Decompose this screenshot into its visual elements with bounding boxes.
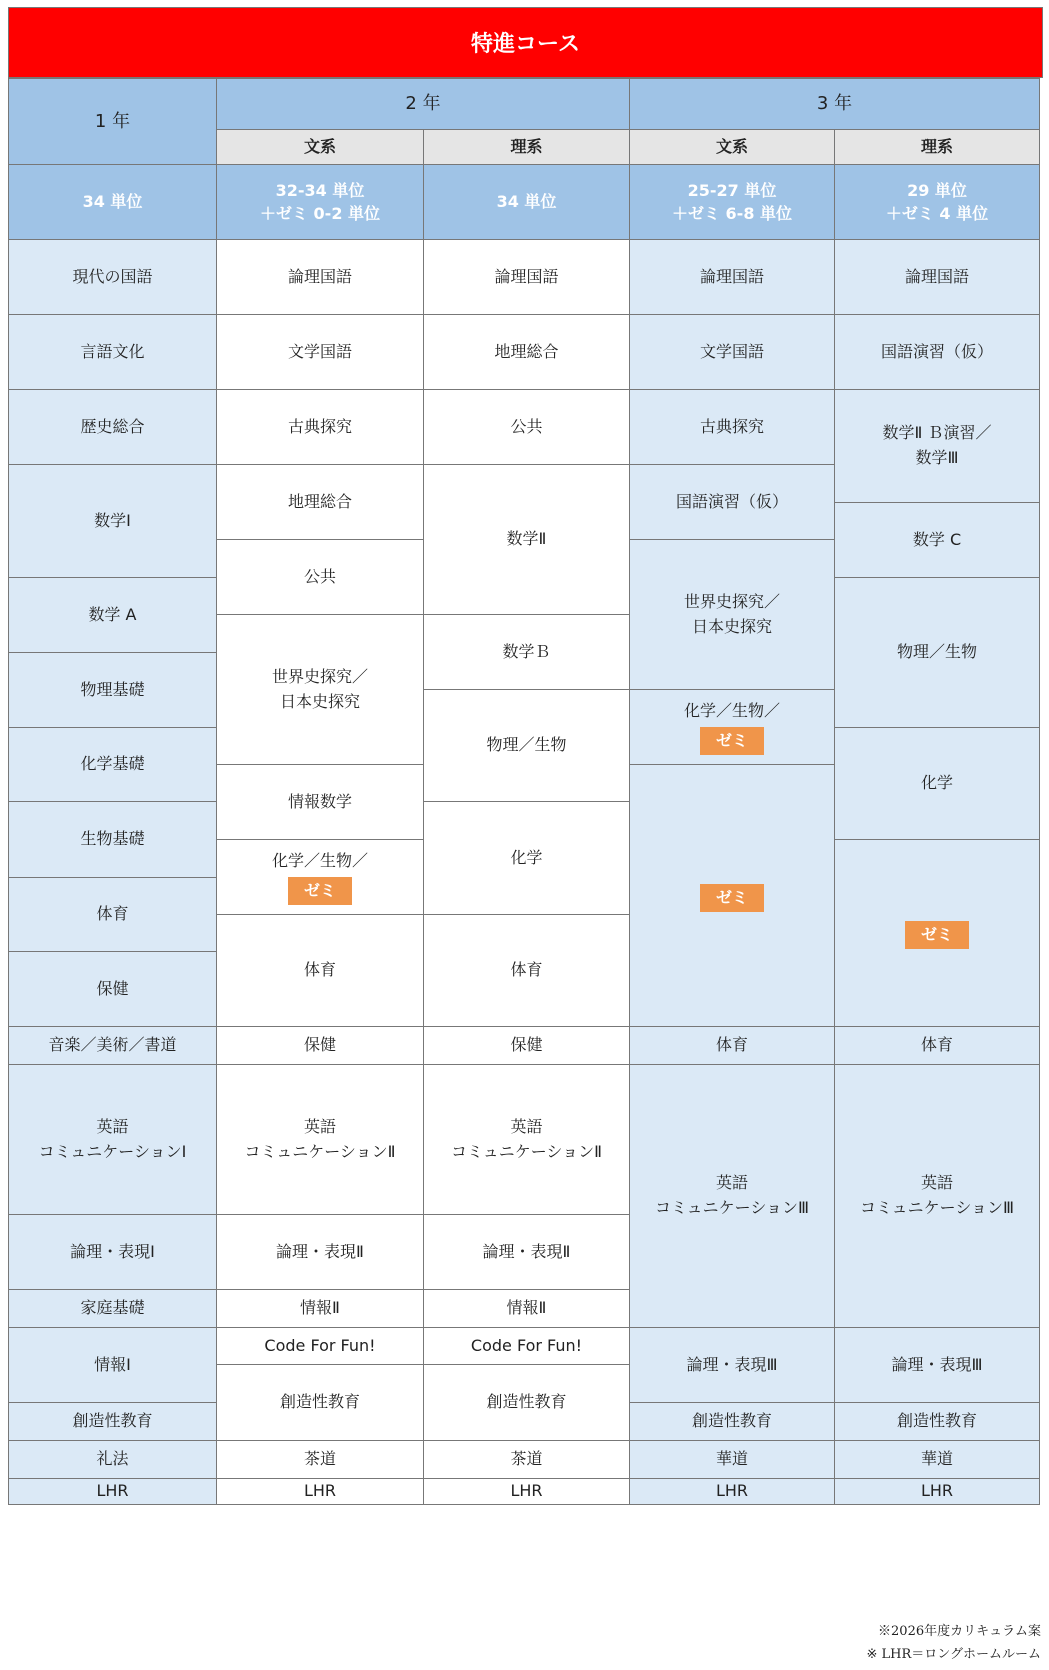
y3r-zemi (835, 840, 1040, 1027)
cell-text: 英語 コミュニケーションⅢ (859, 1173, 1015, 1217)
cell-text: 創造性教育 (691, 1411, 772, 1431)
cell-text: 化学基礎 (80, 754, 145, 774)
y2r-subject (424, 690, 630, 802)
cell-text: 34 単位 (82, 192, 143, 212)
y3b-subject (630, 1479, 835, 1505)
zemi-badge: ゼミ (700, 727, 764, 755)
header-year1 (9, 79, 217, 165)
y3b-subject (630, 465, 835, 540)
units-y3-rikei (835, 165, 1040, 240)
cell-text: 文系 (303, 136, 336, 156)
cell-text: 数学Ⅰ (94, 510, 131, 530)
cell-text: 論理・表現Ⅱ (276, 1241, 364, 1261)
cell-text: LHR (303, 1481, 337, 1500)
cell-text: 1 年 (94, 110, 131, 132)
y2r-subject (424, 1441, 630, 1479)
y1-subject (9, 1065, 217, 1215)
cell-text: 29 単位 ＋ゼミ 4 単位 (885, 180, 989, 223)
footnote-lhr: ※ LHR＝ロングホームルーム (866, 1647, 1041, 1663)
cell-text: 創造性教育 (279, 1392, 360, 1412)
cell-text: 文学国語 (287, 341, 352, 361)
y1-subject (9, 1441, 217, 1479)
cell-text: 歴史総合 (80, 416, 145, 436)
cell-text: 物理／生物 (896, 642, 977, 662)
cell-text: 古典探究 (287, 416, 352, 436)
y2b-subject (217, 465, 424, 540)
y3r-subject (835, 390, 1040, 503)
cell-text: 化学／生物／ (271, 850, 368, 870)
y2b-subject (217, 615, 424, 765)
cell-text: 世界史探究／ 日本史探究 (271, 666, 368, 711)
y3b-subject (630, 690, 835, 765)
cell-text: 創造性教育 (486, 1392, 567, 1412)
cell-text: 国語演習（仮） (880, 341, 993, 361)
y1-subject (9, 1027, 217, 1065)
cell-text: Code For Fun! (264, 1335, 376, 1355)
cell-text: 物理基礎 (80, 679, 145, 699)
cell-text: 現代の国語 (72, 266, 153, 286)
y1-subject (9, 952, 217, 1027)
cell-text: 華道 (920, 1449, 953, 1469)
y3b-zemi (630, 765, 835, 1027)
cell-text: 数学 C (912, 529, 962, 549)
cell-text: 数学Ⅱ Ｂ演習／ 数学Ⅲ (882, 423, 992, 467)
header-year3 (630, 79, 1040, 130)
cell-text: 論理・表現Ⅰ (70, 1241, 155, 1261)
cell-text: LHR (96, 1481, 129, 1500)
cell-text: 化学 (920, 773, 953, 793)
zemi-badge: ゼミ (700, 884, 764, 912)
cell-text: 理系 (510, 136, 543, 156)
y3r-subject (835, 1065, 1040, 1328)
cell-text: 礼法 (96, 1449, 129, 1469)
y3r-subject (835, 1027, 1040, 1065)
y2r-subject (424, 615, 630, 690)
cell-text: 茶道 (510, 1449, 543, 1469)
cell-text: 論理国語 (904, 266, 969, 286)
cell-text: 体育 (715, 1035, 748, 1055)
cell-text: 世界史探究／ 日本史探究 (683, 591, 780, 636)
y1-subject (9, 1403, 217, 1441)
y1-subject (9, 653, 217, 728)
cell-text: 論理国語 (287, 266, 352, 286)
cell-text: 公共 (303, 566, 336, 586)
cell-text: 化学 (510, 847, 543, 867)
y3r-subject (835, 1479, 1040, 1505)
y3r-subject (835, 1328, 1040, 1403)
y1-subject (9, 578, 217, 653)
cell-text: LHR (510, 1481, 543, 1500)
units-y2-rikei (424, 165, 630, 240)
y2b-subject (217, 1328, 424, 1365)
y1-subject (9, 465, 217, 578)
y2b-subject (217, 1290, 424, 1328)
cell-text: 数学 A (88, 604, 137, 624)
cell-text: 25-27 単位 ＋ゼミ 6-8 単位 (671, 180, 793, 223)
cell-text: 英語 コミュニケーションⅠ (38, 1116, 187, 1161)
cell-text: 情報数学 (287, 791, 352, 811)
cell-text: 家庭基礎 (80, 1298, 145, 1318)
y2b-subject (217, 1027, 424, 1065)
cell-text: 体育 (920, 1035, 953, 1055)
y1-subject (9, 1479, 217, 1505)
cell-text: 論理・表現Ⅱ (482, 1241, 571, 1261)
y3b-subject (630, 390, 835, 465)
cell-text: 国語演習（仮） (675, 491, 788, 511)
y3b-subject (630, 540, 835, 690)
cell-text: 創造性教育 (72, 1411, 153, 1431)
units-year1 (9, 165, 217, 240)
zemi-badge: ゼミ (288, 877, 352, 905)
y2b-subject (217, 1441, 424, 1479)
y3r-subject (835, 315, 1040, 390)
y2r-subject (424, 390, 630, 465)
y1-subject (9, 878, 217, 952)
cell-text: 公共 (510, 416, 543, 436)
y2b-subject (217, 1215, 424, 1290)
y3r-subject (835, 503, 1040, 578)
cell-text: 体育 (510, 960, 543, 980)
header-y2-rikei (424, 130, 630, 165)
cell-text: 言語文化 (80, 341, 145, 361)
cell-text: LHR (920, 1481, 954, 1500)
cell-text: 情報Ⅱ (300, 1298, 340, 1318)
cell-text: 華道 (715, 1449, 748, 1469)
y1-subject (9, 315, 217, 390)
cell-text: 文系 (715, 136, 748, 156)
y2b-subject (217, 765, 424, 840)
cell-text: LHR (715, 1481, 749, 1500)
cell-text: 体育 (96, 904, 129, 924)
y2r-subject (424, 465, 630, 615)
y2r-subject (424, 802, 630, 915)
y3r-subject (835, 1441, 1040, 1479)
cell-text: 化学／生物／ (683, 700, 780, 720)
y2b-subject (217, 915, 424, 1027)
y3r-subject (835, 728, 1040, 840)
cell-text: 文学国語 (699, 341, 764, 361)
y3b-subject (630, 1065, 835, 1328)
cell-text: 論理・表現Ⅲ (686, 1354, 778, 1374)
cell-text: 英語 コミュニケーションⅡ (451, 1116, 602, 1161)
y2b-subject (217, 1065, 424, 1215)
units-y3-bunkei (630, 165, 835, 240)
cell-text: 情報Ⅱ (506, 1298, 547, 1318)
y3b-subject (630, 240, 835, 315)
cell-text: 32-34 単位 ＋ゼミ 0-2 単位 (259, 180, 381, 223)
cell-text: 音楽／美術／書道 (48, 1035, 177, 1055)
footnotes (866, 1620, 1041, 1667)
cell-text: 地理総合 (494, 341, 559, 361)
cell-text: 英語 コミュニケーションⅢ (654, 1173, 810, 1217)
cell-text: 生物基礎 (80, 829, 145, 849)
cell-text: 論理国語 (494, 266, 559, 286)
y3b-subject (630, 1403, 835, 1441)
y3r-subject (835, 578, 1040, 728)
y2r-subject (424, 1328, 630, 1365)
y2r-subject (424, 1027, 630, 1065)
y2r-subject (424, 1215, 630, 1290)
cell-text: 保健 (96, 978, 129, 998)
cell-text: 古典探究 (699, 416, 764, 436)
y3r-subject (835, 240, 1040, 315)
y2b-subject (217, 540, 424, 615)
header-year2 (217, 79, 630, 130)
y1-subject (9, 1290, 217, 1328)
cell-text: 保健 (510, 1035, 543, 1055)
y2r-subject (424, 240, 630, 315)
cell-text: 地理総合 (287, 491, 352, 511)
y1-subject (9, 240, 217, 315)
cell-text: 物理／生物 (486, 735, 567, 755)
cell-text: 情報Ⅰ (94, 1354, 131, 1374)
y2b-subject (217, 1365, 424, 1441)
y2r-subject (424, 915, 630, 1027)
cell-text: 論理国語 (699, 266, 764, 286)
units-y2-bunkei (217, 165, 424, 240)
cell-text: 数学Ⅱ (506, 529, 547, 549)
y3r-subject (835, 1403, 1040, 1441)
y2r-subject (424, 1479, 630, 1505)
y2b-subject (217, 390, 424, 465)
cell-text: 理系 (920, 136, 953, 156)
y1-subject (9, 1328, 217, 1403)
header-y3-bunkei (630, 130, 835, 165)
y2r-subject (424, 1065, 630, 1215)
y1-subject (9, 1215, 217, 1290)
cell-text: 数学Ｂ (502, 641, 551, 661)
cell-text: 論理・表現Ⅲ (891, 1354, 983, 1374)
cell-text: 体育 (303, 960, 336, 980)
y2b-subject (217, 240, 424, 315)
cell-text: 茶道 (303, 1449, 336, 1469)
y3b-subject (630, 1027, 835, 1065)
footnote-curriculum-plan: ※2026年度カリキュラム案 (878, 1624, 1041, 1639)
y2b-subject (217, 315, 424, 390)
cell-text: 創造性教育 (896, 1411, 977, 1431)
header-y3-rikei (835, 130, 1040, 165)
cell-text: 34 単位 (496, 192, 557, 212)
cell-text: 英語 コミュニケーションⅡ (244, 1116, 396, 1161)
y1-subject (9, 802, 217, 878)
y2r-subject (424, 1365, 630, 1441)
header-y2-bunkei (217, 130, 424, 165)
y1-subject (9, 390, 217, 465)
y2b-subject (217, 1479, 424, 1505)
cell-text: 保健 (303, 1035, 336, 1055)
y1-subject (9, 728, 217, 802)
y2r-subject (424, 1290, 630, 1328)
cell-text: Code For Fun! (470, 1335, 583, 1355)
cell-text: 3 年 (816, 93, 853, 115)
cell-text: 2 年 (405, 93, 441, 115)
y3b-subject (630, 315, 835, 390)
course-title-banner: 特進コース (8, 7, 1043, 78)
y3b-subject (630, 1328, 835, 1403)
y3b-subject (630, 1441, 835, 1479)
y2r-subject (424, 315, 630, 390)
zemi-badge: ゼミ (905, 921, 969, 949)
y2b-subject (217, 840, 424, 915)
curriculum-table (8, 78, 1040, 1505)
